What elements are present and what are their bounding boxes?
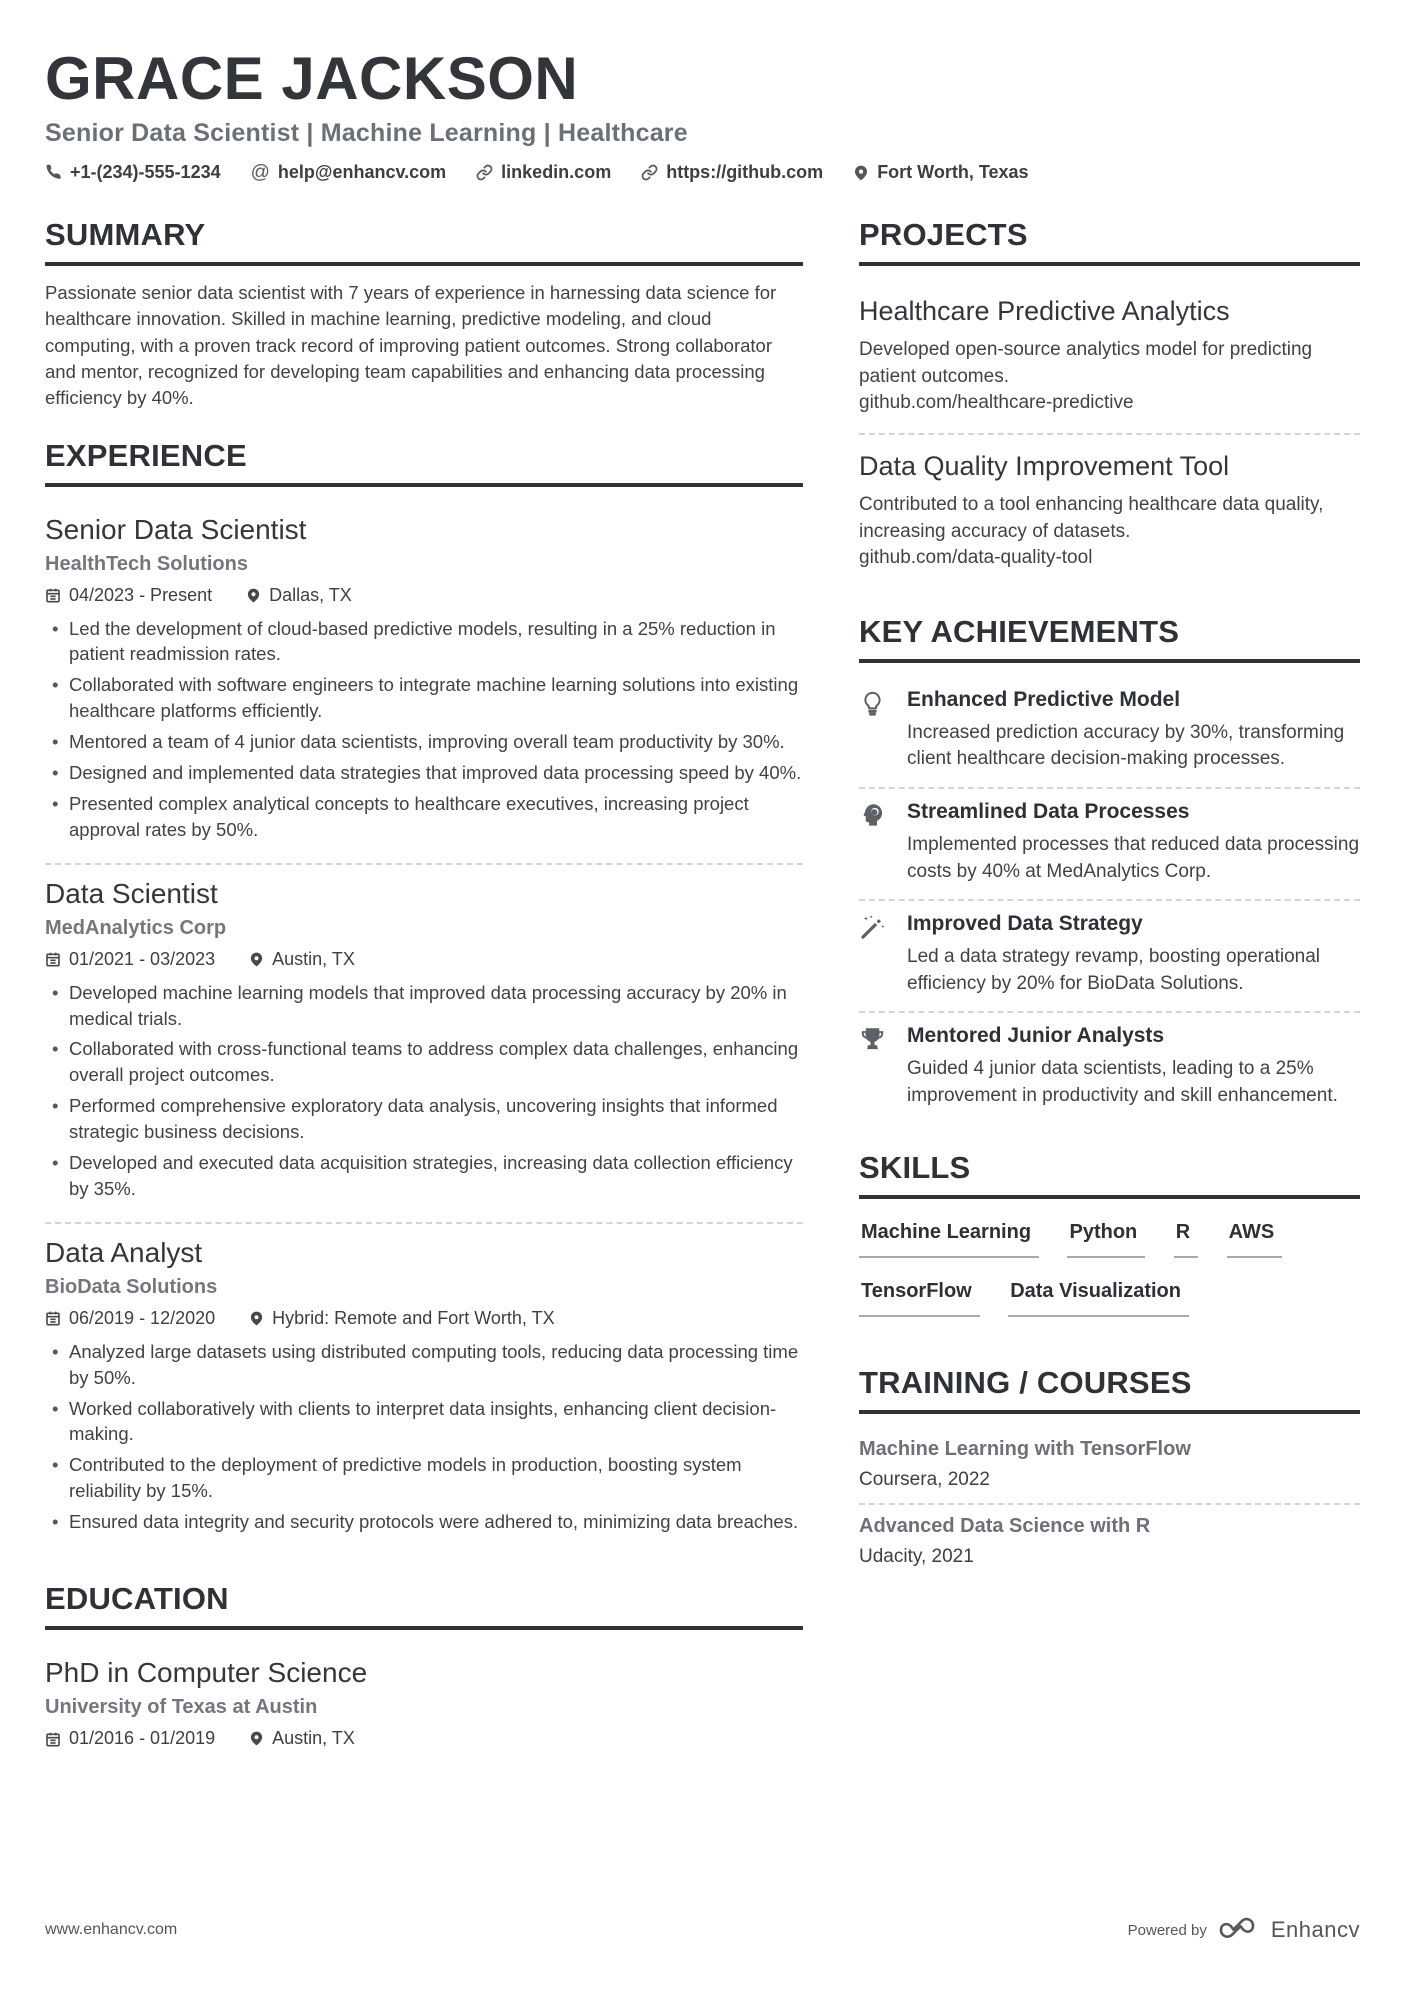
- achievement-title: Improved Data Strategy: [907, 912, 1143, 936]
- link-icon: [476, 164, 493, 181]
- enhancv-logo-icon: [1217, 1917, 1261, 1943]
- experience-entry: [45, 863, 803, 1222]
- skills-list: [859, 1213, 1360, 1339]
- job-location-text: Austin, TX: [272, 948, 355, 969]
- achievement-item: [859, 899, 1360, 1011]
- skill-tag: Machine Learning: [859, 1221, 1039, 1258]
- education-meta: [45, 1728, 803, 1749]
- project-name: Healthcare Predictive Analytics: [859, 296, 1230, 327]
- achievement-text: Led a data strategy revamp, boosting operational efficiency by 20% for BioData Solutions.: [907, 946, 1320, 994]
- project-description: Contributed to a tool enhancing healthcare data quality, increasing accuracy of datasets.: [859, 493, 1324, 542]
- job-bullet: • Analyzed large datasets using distributed computing tools, reducing data processing time by 50%.: [45, 1339, 803, 1391]
- calendar-icon: [45, 587, 61, 603]
- education-location: [249, 1728, 355, 1749]
- job-bullet: • Developed and executed data acquisition strategies, increasing data collection efficiency by 35%.: [45, 1150, 803, 1202]
- course-name: Machine Learning with TensorFlow: [859, 1437, 1191, 1460]
- job-bullet: • Ensured data integrity and security protocols were adhered to, minimizing data breaches.: [45, 1509, 803, 1535]
- wand-icon: [859, 912, 907, 997]
- job-company: BioData Solutions: [45, 1275, 218, 1298]
- content-columns: [45, 217, 1360, 1800]
- calendar-icon: [45, 1731, 61, 1747]
- achievement-body: [907, 688, 1360, 773]
- achievement-body: [907, 800, 1360, 885]
- job-dates-text: 06/2019 - 12/2020: [69, 1307, 216, 1328]
- course-item: [859, 1503, 1360, 1580]
- achievement-text: Guided 4 junior data scientists, leading to a 25% improvement in productivity and skill enhancement.: [907, 1058, 1338, 1106]
- training-title: TRAINING / COURSES: [859, 1365, 1360, 1414]
- powered-by: [1128, 1917, 1360, 1943]
- resume-header: [45, 45, 1360, 184]
- trophy-icon: [859, 1024, 907, 1109]
- education-dates: [45, 1728, 215, 1749]
- course-name: Advanced Data Science with R: [859, 1514, 1151, 1537]
- job-location: [249, 949, 355, 970]
- contact-github[interactable]: [641, 162, 823, 183]
- contact-email[interactable]: [251, 162, 447, 183]
- powered-by-label: Powered by: [1127, 1921, 1207, 1939]
- link-icon: [641, 164, 658, 181]
- job-bullet: • Presented complex analytical concepts to healthcare executives, increasing project approval rates by 50%.: [45, 791, 803, 843]
- skill-tag: Python: [1067, 1221, 1145, 1258]
- contact-location: [853, 162, 1028, 183]
- education-dates-text: 01/2016 - 01/2019: [69, 1728, 216, 1748]
- job-dates-text: 01/2021 - 03/2023: [69, 948, 216, 969]
- job-bullet: • Collaborated with software engineers to integrate machine learning solutions into existing healthcare platforms efficiently.: [45, 672, 803, 724]
- map-pin-icon: [249, 1310, 264, 1327]
- calendar-icon: [45, 951, 61, 967]
- training-section: [859, 1365, 1360, 1580]
- skills-title: SKILLS: [859, 1150, 1360, 1199]
- job-company: HealthTech Solutions: [45, 552, 248, 575]
- education-title: EDUCATION: [45, 1581, 803, 1630]
- summary-title: SUMMARY: [45, 217, 803, 266]
- job-bullets: [45, 1339, 803, 1535]
- course-provider: Coursera, 2022: [859, 1468, 990, 1490]
- job-dates-text: 04/2023 - Present: [69, 584, 213, 605]
- head-icon: [859, 800, 907, 885]
- skill-tag: AWS: [1227, 1221, 1283, 1258]
- candidate-name: GRACE JACKSON: [45, 45, 579, 112]
- achievements-title: KEY ACHIEVEMENTS: [859, 614, 1360, 663]
- job-bullet: • Mentored a team of 4 junior data scientists, improving overall team productivity by 30%.: [45, 729, 803, 755]
- achievement-title: Streamlined Data Processes: [907, 799, 1190, 823]
- linkedin-url: linkedin.com: [501, 162, 612, 183]
- phone-icon: [45, 164, 62, 181]
- job-dates: [45, 1308, 215, 1329]
- job-bullet: • Designed and implemented data strategies that improved data processing speed by 40%.: [45, 760, 803, 786]
- github-url: https://github.com: [666, 162, 824, 183]
- summary-text: Passionate senior data scientist with 7 years of experience in harnessing data science for healthcare innovation. Skilled in machine learning, predictive modeling, and cloud computing, with a proven track record of improving patient outcomes. Strong collaborator and mentor, recognized for developing team capabilities and enhancing data processing efficiency by 40%.: [45, 282, 777, 409]
- achievement-item: [859, 677, 1360, 787]
- education-location-text: Austin, TX: [272, 1728, 355, 1748]
- job-bullets: [45, 616, 803, 843]
- projects-title: PROJECTS: [859, 217, 1360, 266]
- degree: PhD in Computer Science: [45, 1657, 368, 1688]
- job-dates: [45, 949, 215, 970]
- project-item: [859, 280, 1360, 433]
- calendar-icon: [45, 1310, 61, 1326]
- course-provider: Udacity, 2021: [859, 1545, 974, 1567]
- achievement-body: [907, 1024, 1360, 1109]
- skill-tag: TensorFlow: [859, 1280, 980, 1317]
- left-column: [45, 217, 803, 1800]
- project-link[interactable]: github.com/data-quality-tool: [859, 547, 1093, 569]
- contact-row: [45, 162, 1360, 183]
- contact-linkedin[interactable]: [476, 162, 611, 183]
- job-role: Data Scientist: [45, 877, 218, 909]
- map-pin-icon: [853, 164, 869, 182]
- right-column: [859, 217, 1360, 1800]
- achievement-title: Mentored Junior Analysts: [907, 1024, 1165, 1048]
- experience-entry: [45, 1222, 803, 1555]
- job-bullet: • Led the development of cloud-based predictive models, resulting in a 25% reduction in patient readmission rates.: [45, 616, 803, 668]
- job-meta: [45, 585, 803, 606]
- course-item: [859, 1428, 1360, 1503]
- skill-tag: Data Visualization: [1008, 1280, 1189, 1317]
- footer-website[interactable]: www.enhancv.com: [45, 1921, 178, 1938]
- at-icon: @: [250, 162, 270, 184]
- job-bullet: • Worked collaboratively with clients to interpret data insights, enhancing client decision-making.: [45, 1396, 803, 1448]
- achievement-text: Implemented processes that reduced data processing costs by 40% at MedAnalytics Corp.: [907, 833, 1360, 882]
- page-footer: [45, 1917, 1360, 1943]
- project-name: Data Quality Improvement Tool: [859, 450, 1230, 481]
- job-location: [249, 1308, 554, 1329]
- location-text: Fort Worth, Texas: [877, 162, 1029, 183]
- job-meta: [45, 949, 803, 970]
- job-role: Senior Data Scientist: [45, 513, 307, 545]
- experience-entry: [45, 501, 803, 863]
- phone-number: +1-(234)-555-1234: [70, 162, 221, 183]
- job-role: Data Analyst: [45, 1236, 203, 1268]
- experience-title: EXPERIENCE: [45, 438, 803, 487]
- job-bullets: [45, 980, 803, 1202]
- achievement-item: [859, 787, 1360, 899]
- projects-section: [859, 217, 1360, 588]
- job-location-text: Hybrid: Remote and Fort Worth, TX: [272, 1307, 555, 1328]
- job-bullet: • Performed comprehensive exploratory data analysis, uncovering insights that informed strategic business decisions.: [45, 1093, 803, 1145]
- map-pin-icon: [246, 587, 261, 604]
- achievement-item: [859, 1011, 1360, 1123]
- education-entry: [45, 1644, 803, 1774]
- education-section: [45, 1581, 803, 1774]
- map-pin-icon: [249, 1730, 264, 1747]
- skill-tag: R: [1174, 1221, 1198, 1258]
- lightbulb-icon: [859, 688, 907, 773]
- job-bullet: • Developed machine learning models that improved data processing accuracy by 20% in medical trials.: [45, 980, 803, 1032]
- job-meta: [45, 1308, 803, 1329]
- job-location: [246, 585, 352, 606]
- project-description: Developed open-source analytics model for predicting patient outcomes.: [859, 339, 1313, 387]
- project-link[interactable]: github.com/healthcare-predictive: [859, 392, 1134, 414]
- achievements-section: [859, 614, 1360, 1124]
- school: University of Texas at Austin: [45, 1696, 318, 1718]
- job-bullet: • Collaborated with cross-functional teams to address complex data challenges, enhancing overall project outcomes.: [45, 1036, 803, 1088]
- brand-name[interactable]: Enhancv: [1270, 1917, 1360, 1942]
- achievement-body: [907, 912, 1360, 997]
- map-pin-icon: [249, 951, 264, 968]
- skills-section: [859, 1150, 1360, 1339]
- job-dates: [45, 585, 212, 606]
- contact-phone[interactable]: [45, 162, 221, 183]
- project-item: [859, 433, 1360, 588]
- candidate-headline: Senior Data Scientist | Machine Learning | Healthcare: [45, 119, 688, 148]
- achievement-text: Increased prediction accuracy by 30%, transforming client healthcare decision-making processes.: [907, 721, 1345, 770]
- job-company: MedAnalytics Corp: [45, 916, 227, 939]
- job-location-text: Dallas, TX: [269, 584, 352, 605]
- email-address: help@enhancv.com: [277, 162, 447, 183]
- summary-section: [45, 217, 803, 411]
- achievement-title: Enhanced Predictive Model: [907, 687, 1181, 711]
- job-bullet: • Contributed to the deployment of predictive models in production, boosting system reliability by 15%.: [45, 1452, 803, 1504]
- experience-section: [45, 438, 803, 1555]
